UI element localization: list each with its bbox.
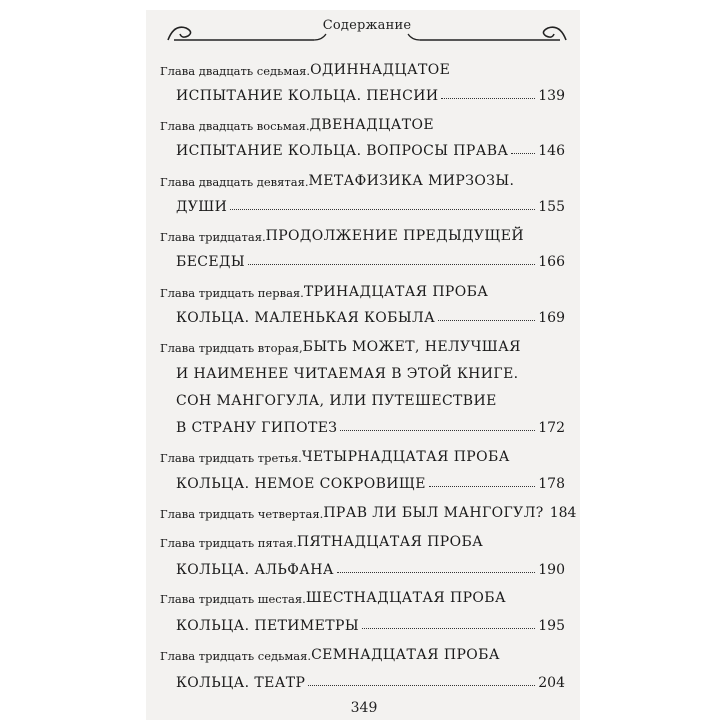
chapter-label: Глава тридцать седьмая. (160, 649, 312, 663)
toc-entry-line (160, 524, 565, 550)
dot-leader (441, 98, 535, 99)
dot-leader (438, 320, 535, 321)
page-number: 166 (538, 254, 565, 270)
chapter-title: КОЛЬЦА. ПЕТИМЕТРЫ (176, 618, 360, 634)
chapter-label: Глава двадцать восьмая. (160, 119, 310, 133)
toc-entry-line (160, 665, 565, 691)
toc-entry-line (160, 107, 565, 133)
toc-entry-line (160, 163, 565, 189)
chapter-title: МЕТАФИЗИКА МИРЗОЗЫ. (308, 173, 515, 189)
chapter-title: ИСПЫТАНИЕ КОЛЬЦА. ВОПРОСЫ ПРАВА (176, 143, 509, 159)
page-number: 178 (538, 476, 565, 492)
folio-page-number: 349 (350, 700, 378, 716)
page-number: 172 (538, 420, 565, 436)
toc-entry-line (160, 274, 565, 300)
toc-entry-line (160, 383, 565, 409)
toc-entry-line (160, 133, 565, 159)
toc-entry-line (160, 580, 565, 606)
chapter-label: Глава тридцать вторая, (160, 341, 303, 355)
dot-leader (511, 153, 535, 154)
toc-entry-line (160, 356, 565, 382)
chapter-title: СЕМНАДЦАТАЯ ПРОБА (311, 647, 500, 663)
toc-entry-line (160, 637, 565, 663)
dot-leader (429, 486, 535, 487)
chapter-label: Глава двадцать девятая. (160, 175, 309, 189)
running-header (164, 14, 570, 44)
toc-entry-line (160, 244, 565, 270)
toc-entry-line (160, 300, 565, 326)
chapter-title: В СТРАНУ ГИПОТЕЗ (176, 420, 338, 436)
chapter-label: Глава тридцать четвертая. (160, 507, 324, 521)
toc-entry-line (160, 439, 565, 465)
chapter-title: КОЛЬЦА. ТЕАТР (176, 675, 306, 691)
chapter-label: Глава тридцать третья. (160, 451, 302, 465)
chapter-title: ДУШИ (176, 199, 228, 215)
header-title: Содержание (322, 18, 412, 33)
dot-leader (362, 628, 535, 629)
chapter-title: ТРИНАДЦАТАЯ ПРОБА (303, 284, 489, 300)
page-number: 204 (538, 675, 565, 691)
dot-leader (230, 209, 535, 210)
page-number: 184 (549, 505, 577, 521)
page-number: 169 (538, 310, 565, 326)
page-number: 146 (538, 143, 565, 159)
chapter-title: КОЛЬЦА. МАЛЕНЬКАЯ КОБЫЛА (176, 310, 436, 326)
chapter-title: КОЛЬЦА. НЕМОЕ СОКРОВИЩЕ (176, 476, 426, 492)
page-number: 195 (538, 618, 565, 634)
dot-leader (337, 572, 535, 573)
dot-leader (248, 264, 535, 265)
chapter-label: Глава тридцать шестая. (160, 592, 306, 606)
page-number: 190 (538, 562, 565, 578)
page-number: 155 (538, 199, 565, 215)
toc-entry-line (160, 78, 565, 104)
chapter-title: ПРАВ ЛИ БЫЛ МАНГОГУЛ? (323, 505, 544, 521)
toc-entry-line (160, 218, 565, 244)
chapter-title: БЕСЕДЫ (176, 254, 245, 270)
chapter-label: Глава двадцать седьмая. (160, 64, 311, 78)
chapter-title: ПРОДОЛЖЕНИЕ ПРЕДЫДУЩЕЙ (265, 228, 525, 244)
chapter-title: ИСПЫТАНИЕ КОЛЬЦА. ПЕНСИИ (176, 88, 439, 104)
toc-entry-line (160, 189, 565, 215)
chapter-title: ЧЕТЫРНАДЦАТАЯ ПРОБА (301, 449, 510, 465)
toc-entry-line (160, 410, 565, 436)
toc-entry-line (160, 495, 577, 521)
chapter-title: И НАИМЕНЕЕ ЧИТАЕМАЯ В ЭТОЙ КНИГЕ. (176, 366, 519, 382)
page-number: 139 (538, 88, 565, 104)
chapter-title: БЫТЬ МОЖЕТ, НЕЛУЧШАЯ (302, 339, 521, 355)
toc-entry-line (160, 552, 565, 578)
toc-entry-line (160, 329, 565, 355)
dot-leader (308, 685, 535, 686)
chapter-title: ДВЕНАДЦАТОЕ (309, 117, 434, 133)
chapter-title: ПЯТНАДЦАТАЯ ПРОБА (296, 534, 484, 550)
chapter-title: СОН МАНГОГУЛА, ИЛИ ПУТЕШЕСТВИЕ (176, 393, 497, 409)
chapter-label: Глава тридцать первая. (160, 286, 304, 300)
toc-entry-line (160, 608, 565, 634)
dot-leader (340, 430, 535, 431)
chapter-label: Глава тридцать пятая. (160, 536, 297, 550)
toc-entry-line (160, 466, 565, 492)
chapter-title: ШЕСТНАДЦАТАЯ ПРОБА (305, 590, 506, 606)
toc-entry-line (160, 52, 565, 78)
chapter-title: ОДИННАДЦАТОЕ (310, 62, 451, 78)
chapter-label: Глава тридцатая. (160, 230, 266, 244)
chapter-title: КОЛЬЦА. АЛЬФАНА (176, 562, 334, 578)
